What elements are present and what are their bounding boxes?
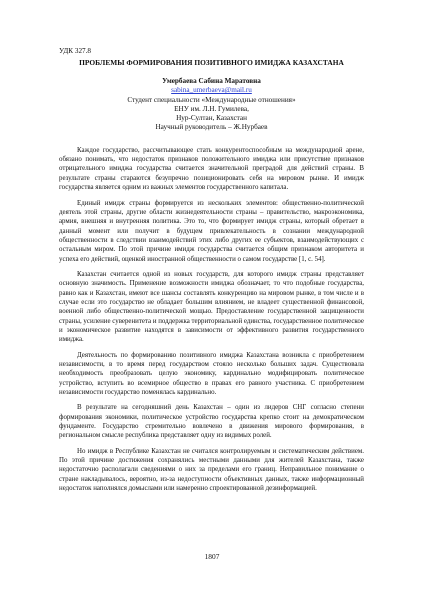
page-number: 1807 xyxy=(204,552,220,561)
paper-body xyxy=(59,146,364,494)
udk-code: УДК 327.8 xyxy=(59,47,92,55)
author-university: ЕНУ им. Л.Н. Гумилева, xyxy=(174,104,249,113)
author-position: Студент специальности «Международные отношения» xyxy=(127,95,296,104)
body-paragraph-2: Единый имидж страны формируется из нескольких элементов: общественно-политической деятель этой страны, другие области жизнедеятельности страны – правительство, макроэкономика, армия, внешняя и внутренняя политика. Это то, что формирует имидж страны, который обретает в данный момент или получит в будущем привлекательность в сознании международной общественности в следствии взаимодействий этих либо других ее субъектов, взаимодействующих с остальным миром. По этой причине имидж государства считается общим признаком авторитета и успеха его действий, оценкой иностранной общественности о самом государстве [1, с. 54]. xyxy=(59,199,364,263)
body-paragraph-4: Деятельность по формированию позитивного имиджа Казахстана возникла с приобретением независимости, в то время перед государством стояло несколько больших задач. Существовала необходимость преобразовать целую экономику, кардинально модифицировать политическое устройство, вступить во всемирное общество в правах его равного участника. С приобретением независимости государство поменялась кардинально. xyxy=(59,351,364,397)
author-name: Умербаева Сабина Маратовна xyxy=(162,77,261,85)
author-city: Нур-Султан, Казахстан xyxy=(176,114,247,123)
author-block xyxy=(59,77,364,133)
body-paragraph-6: Но имидж в Республике Казахстан не считался контролируемым и систематическим действием. По этой причине достижения сохранялись местными данными для жителей Казахстана, также недостаточно располагали сведениями о них за пределами его границ. Неправильное понимание о стране накладывалось, вероятно, из-за недоступности объективных данных, также информационный недостаток наполнялся домыслами или намеренно спроектированной дезинформацией. xyxy=(59,447,364,493)
author-supervisor: Научный руководитель – Ж.Нурбаев xyxy=(155,123,268,132)
author-email-link[interactable]: sabina_umerbaeva@mail.ru xyxy=(171,86,252,95)
body-paragraph-5: В результате на сегодняшний день Казахстан – один из лидеров СНГ согласно степени формирования экономики, политическое устройство государства крепко стоит на демократическом фундаменте. Государство стремительно вовлечено в движения мирового формирования, в региональном смысле республика представляет одну из видимых ролей. xyxy=(59,404,364,440)
body-paragraph-1: Каждое государство, рассчитывающее стать конкурентоспособным на международной арене, обязано понимать, что недостаток признаков положительного имиджа или присутствие признаков отрицательного имиджа государства считается значительной преградой для действий страны. В результате страны стараются безупречно позиционировать себя на мировом рынке. И имидж государства является одним из важных элементов государственного капитала. xyxy=(59,146,364,192)
paper-title: ПРОБЛЕМЫ ФОРМИРОВАНИЯ ПОЗИТИВНОГО ИМИДЖА КАЗАХСТАНА xyxy=(79,58,344,67)
body-paragraph-3: Казахстан считается одной из новых государств, для которого имидж страны представляет основную значимость. Применение возможности имиджа обозначает, то что подобные государства, равно как и Казахстан, имеют все шансы составлять конкуренцию на мировом рынке, в том числе и в случае если это государство не обладает большим влиянием, не владеет существенной финансовой, военной либо общественно-политической мощью. Предоставление государственной защищенности страны, усиление суверенитета и поддержка территориальной единства, государственное политическое и экономическое развитие находятся в зависимости от эффективного развития государственного имиджа. xyxy=(59,270,364,344)
